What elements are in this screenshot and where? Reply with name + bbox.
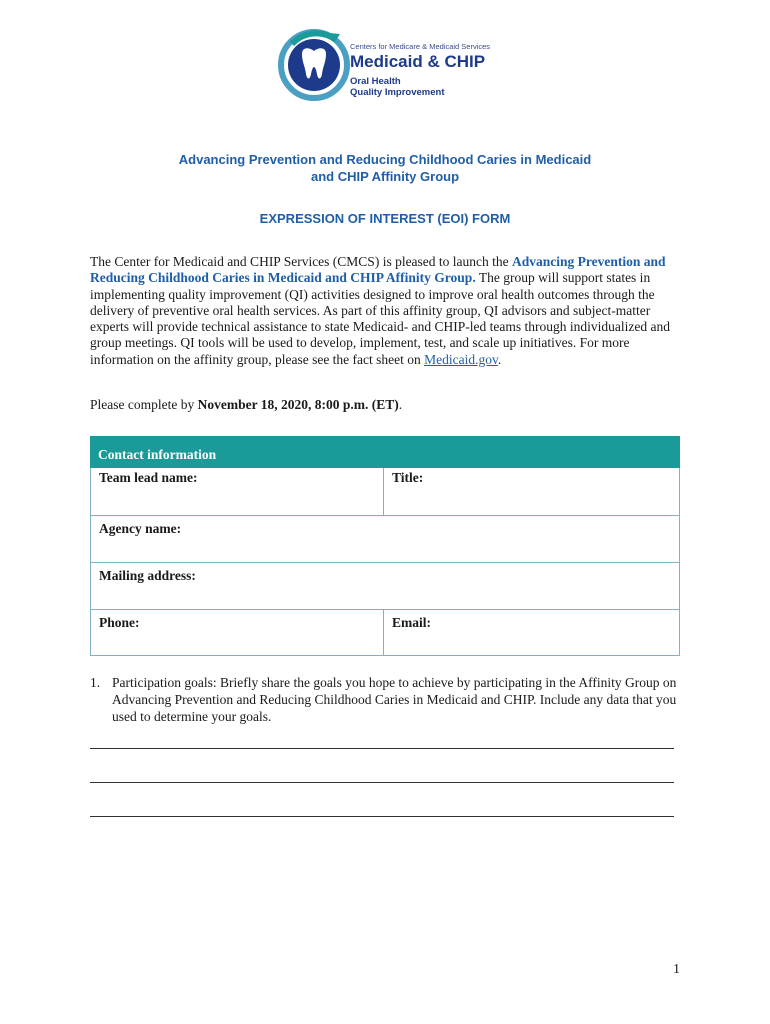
contact-table-header: Contact information (90, 436, 680, 468)
phone-label: Phone: (99, 615, 140, 630)
tooth-logo-icon (278, 22, 350, 108)
page-number: 1 (673, 962, 680, 977)
title-label: Title: (392, 470, 424, 485)
contact-row-mailing (90, 563, 680, 610)
title-line-2: and CHIP Affinity Group (310, 169, 460, 184)
logo-brand: Medicaid & CHIP (350, 52, 486, 71)
team-lead-name-field[interactable] (91, 468, 384, 515)
mailing-address-field[interactable] (91, 563, 679, 609)
answer-line-2[interactable] (90, 782, 674, 783)
answer-line-3[interactable] (90, 816, 674, 817)
question-1-text: Participation goals: Briefly share the goals you hope to achieve by participating in the Affinity Group on Advancing Prevention and Reducing Childhood Caries in Medicaid and CHIP. Include any data that you used to determine your goals. (112, 675, 677, 724)
document-title (90, 151, 680, 185)
intro-text-2: The group will support states in implementing quality improvement (QI) activities designed to improve oral health outcomes through the delivery of preventive oral health services. As part of this affinity group, QI advisors and subject-matter experts will provide technical assistance to state Medicaid- and CHIP-led teams through individualized and group meetings. QI tools will be used to develop, implement, test, and scale up initiatives. For more information on the affinity group, please see the fact sheet on (90, 270, 670, 367)
contact-information-table (90, 436, 680, 656)
team-lead-name-label: Team lead name: (99, 470, 198, 485)
phone-field[interactable] (91, 610, 384, 655)
logo-sub-line-1: Oral Health (350, 76, 401, 87)
medicaid-gov-link[interactable]: Medicaid.gov (424, 351, 498, 367)
medicaid-chip-logo (278, 22, 508, 108)
deadline-date: November 18, 2020, 8:00 p.m. (ET) (197, 397, 399, 412)
logo-sub-line-2: Quality Improvement (350, 87, 445, 98)
intro-text-1: The Center for Medicaid and CHIP Services (CMCS) is pleased to launch the (90, 254, 513, 269)
intro-text-3: . (497, 351, 502, 367)
email-label: Email: (392, 615, 431, 630)
question-1 (90, 674, 684, 725)
intro-paragraph (90, 254, 684, 368)
logo-top-line: Centers for Medicare & Medicaid Services (350, 42, 491, 51)
agency-name-label: Agency name: (99, 521, 182, 536)
intro-highlight: Advancing Prevention and Reducing Childhood Caries in Medicaid and CHIP Affinity Group. (90, 254, 666, 286)
deadline-text (90, 397, 402, 413)
deadline-suffix: . (398, 397, 403, 412)
agency-name-field[interactable] (91, 516, 679, 562)
deadline-prefix: Please complete by (90, 397, 198, 412)
email-field[interactable] (384, 610, 679, 655)
form-subtitle: EXPRESSION OF INTEREST (EOI) FORM (259, 211, 511, 226)
title-line-1: Advancing Prevention and Reducing Childhood Caries in Medicaid (178, 152, 592, 167)
question-1-number: 1. (90, 675, 101, 690)
contact-row-agency (90, 516, 680, 563)
mailing-address-label: Mailing address: (99, 568, 196, 583)
contact-row-lead (90, 468, 680, 516)
title-field[interactable] (384, 468, 679, 515)
contact-row-phone-email (90, 610, 680, 656)
answer-line-1[interactable] (90, 748, 674, 749)
